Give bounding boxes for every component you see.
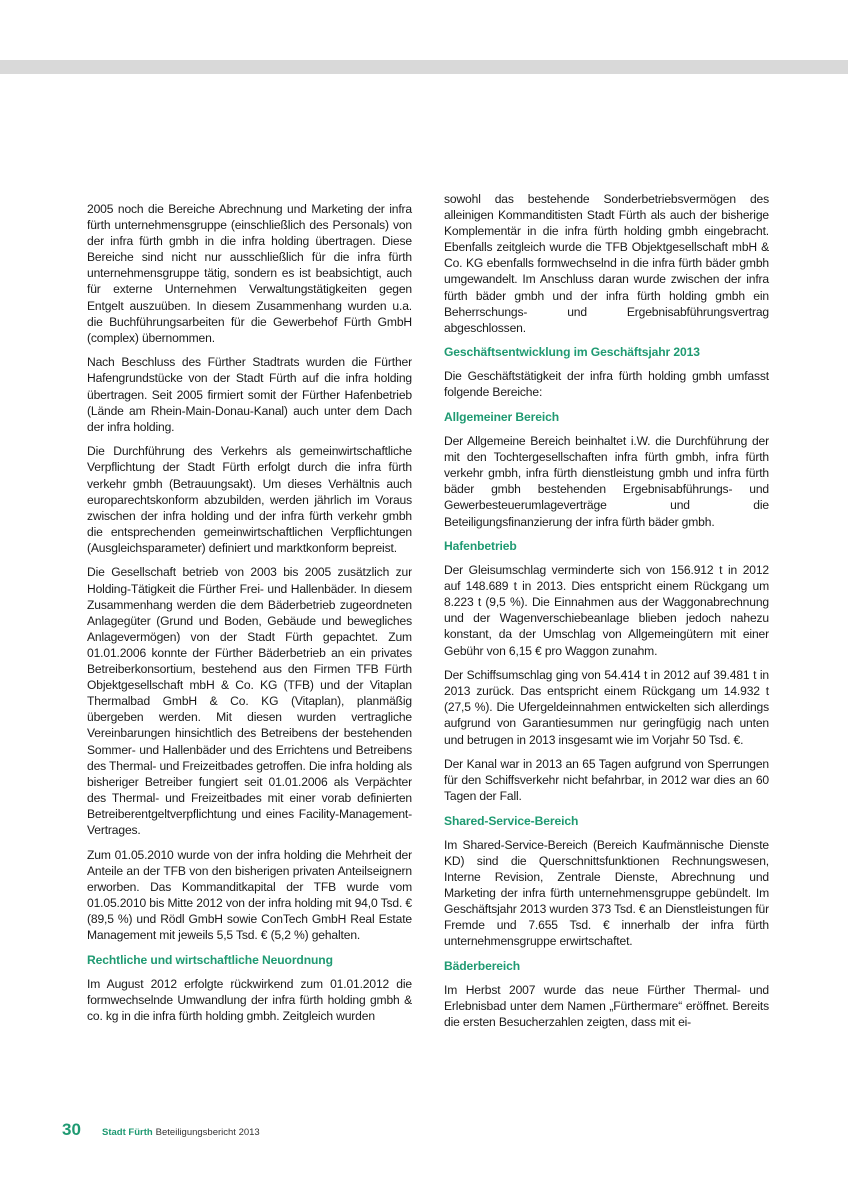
paragraph: sowohl das bestehende Sonderbetriebsvermögen des alleinigen Kommanditisten Stadt Fürth als auch der bisherige Komplementär in die infra fürth holding gmbh eingebracht. Ebenfalls zeitgleich wurde die TFB Objektgesellschaft mbH & Co. KG ebenfalls formwechselnd in die infra fürth bäder gmbh umgewandelt. Im Anschluss daran wurde zwischen der infra fürth bäder gmbh und der infra fürth holding gmbh ein Beherrschungs- und Ergebnisabführungsvertrag abgeschlossen. (444, 192, 769, 335)
header-bar (0, 60, 848, 74)
section-heading: Allgemeiner Bereich (444, 410, 560, 425)
footer-title: Beteiligungsbericht 2013 (155, 1127, 260, 1138)
section-heading: Bäderbereich (444, 959, 521, 974)
paragraph: Der Allgemeine Bereich beinhaltet i.W. die Durchführung der mit den Tochtergesellschaften infra fürth gmbh, infra fürth verkehr gmbh, infra fürth dienstleistung gmbh und infra fürth bäder gmbh bestehenden Ergebnisabführungs- und Gewerbesteuerumlageverträge und die Beteiligungsfinanzierung der infra fürth bäder gmbh. (444, 434, 769, 529)
paragraph: Die Geschäftstätigkeit der infra fürth holding gmbh umfasst folgende Bereiche: (444, 369, 769, 400)
paragraph: Der Schiffsumschlag ging von 54.414 t in 2012 auf 39.481 t in 2013 zurück. Das entspricht einem Rückgang um 14.932 t (27,5 %). Die Ufergeldeinnahmen entwickelten sich allerdings aufgrund von Garantiesummen nur geringfügig nach unten und betrugen in 2013 insgesamt wie im Vorjahr 50 Tsd. €. (444, 668, 769, 747)
paragraph: Die Durchführung des Verkehrs als gemeinwirtschaftliche Verpflichtung der Stadt Fürth erfolgt durch die infra fürth verkehr gmbh (Betrauungsakt). Um dieses Verhältnis auch europarechtskonform abzubilden, werden jährlich im Voraus zwischen der infra holding und der infra fürth verkehr gmbh die entsprechenden gemeinwirtschaftlichen Verpflichtungen (Ausgleichsparameter) definiert und marktkonform bepreist. (87, 444, 412, 555)
paragraph: Der Kanal war in 2013 an 65 Tagen aufgrund von Sperrungen für den Schiffsverkehr nicht befahrbar, in 2012 war dies an 60 Tagen der Fall. (444, 757, 769, 804)
paragraph: 2005 noch die Bereiche Abrechnung und Marketing der infra fürth unternehmensgruppe (einschließlich des Personals) von der infra fürth gmbh in die infra holding übertragen. Diese Bereiche sind nicht nur ausschließlich für die infra fürth unternehmensgruppe tätig, sondern es ist beabsichtigt, auch für externe Unternehmen Verwaltungstätigkeiten gegen Entgelt auszuüben. In diesem Zusammenhang wurden u.a. die Buchführungsarbeiten für die Gewerbehof Fürth GmbH (complex) übernommen. (87, 202, 412, 345)
section-heading: Geschäftsentwicklung im Geschäftsjahr 2013 (444, 345, 700, 360)
paragraph: Im Herbst 2007 wurde das neue Fürther Thermal- und Erlebnisbad unter dem Namen „Fürthermare“ eröffnet. Bereits die ersten Besucherzahlen zeigten, dass mit ei- (444, 983, 769, 1030)
section-heading: Hafenbetrieb (444, 539, 517, 554)
paragraph: Der Gleisumschlag verminderte sich von 156.912 t in 2012 auf 148.689 t in 2013. Dies entspricht einem Rückgang um 8.223 t (9,5 %). Die Einnahmen aus der Waggonabrechnung und der Wagenverschiebeanlage blieben jedoch nahezu konstant, da der Umschlag von Allgemeingütern mit einer Gebühr von 6,15 € pro Waggon zunahm. (444, 563, 769, 658)
footer-brand: Stadt Fürth (102, 1127, 153, 1138)
paragraph: Im August 2012 erfolgte rückwirkend zum 01.01.2012 die formwechselnde Umwandlung der infra fürth holding gmbh & co. kg in die infra fürth holding gmbh. Zeitgleich wurden (87, 976, 412, 1023)
paragraph: Im Shared-Service-Bereich (Bereich Kaufmännische Dienste KD) sind die Querschnittsfunktionen Rechnungswesen, Interne Revision, Zentrale Dienste, Abrechnung und Marketing der infra fürth unternehmensgruppe gebündelt. Im Geschäftsjahr 2013 wurden 373 Tsd. € an Dienstleistungen für Fremde und 7.655 Tsd. € innerhalb der infra fürth unternehmensgruppe erwirtschaftet. (444, 837, 769, 949)
paragraph: Die Gesellschaft betrieb von 2003 bis 2005 zusätzlich zur Holding-Tätigkeit die Fürther Frei- und Hallenbäder. In diesem Zusammenhang werden die dem Bäderbetrieb zugeordneten Anlagegüter (Grund und Boden, Gebäude und bewegliches Anlagevermögen) von der Stadt Fürth gepachtet. Zum 01.01.2006 konnte der Fürther Bäderbetrieb an ein privates Betreiberkonsortium, bestehend aus den Firmen TFB Fürth Objektgesellschaft mbH & Co. KG (TFB) und der Vitaplan Thermalbad GmbH & Co. KG (Vitaplan), planmäßig übergeben werden. Mit diesen wurden vertragliche Vereinbarungen hinsichtlich des Betreibens der bestehenden Sommer- und Hallenbäder und des Errichtens und Betreibens des Thermal- und Freizeitbades getroffen. Die infra holding als bisheriger Betreiber fungiert seit 01.01.2006 als Verpächter des Thermal- und Freizeitbades mit einer vorab definierten Betreiberentgeltverpflichtung und eines Facility-Management-Vertrages. (87, 565, 412, 837)
section-heading: Shared-Service-Bereich (444, 813, 579, 828)
section-heading: Rechtliche und wirtschaftliche Neuordnung (87, 952, 333, 967)
right-column (444, 191, 769, 1039)
page-number: 30 (62, 1120, 81, 1139)
left-column (87, 201, 412, 1032)
paragraph: Zum 01.05.2010 wurde von der infra holding die Mehrheit der Anteile an der TFB von den bisherigen privaten Anteilseignern erworben. Das Kommanditkapital der TFB wurde vom 01.05.2010 bis Mitte 2012 von der infra holding mit 94,0 Tsd. € (89,5 %) und Rödl GmbH sowie ConTech GmbH Real Estate Management mit jeweils 5,5 Tsd. € (5,2 %) gehalten. (87, 847, 412, 943)
page-footer (62, 1120, 260, 1140)
paragraph: Nach Beschluss des Fürther Stadtrats wurden die Fürther Hafengrundstücke von der Stadt Fürth auf die infra holding übertragen. Seit 2005 firmiert somit der Fürther Hafenbetrieb (Lände am Rhein-Main-Donau-Kanal) auch unter dem Dach der infra holding. (87, 355, 412, 434)
